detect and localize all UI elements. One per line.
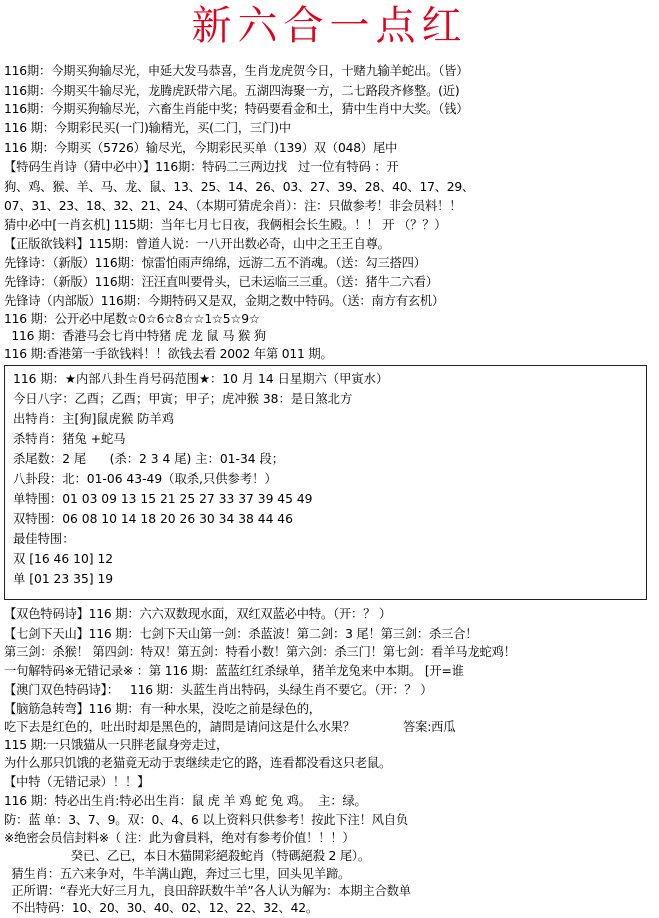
- text-line: 【中特（无错记录）！！】: [4, 775, 150, 789]
- text-line: 先锋诗：（新版）116期：惊雷怕雨声绵绵，远游二五不消魂。（送：勾三搭四）: [4, 256, 426, 270]
- text-line: 116 期：今期彩民买(一门)输精光，买(二门，三门)中: [4, 121, 291, 135]
- boxed-section: [4, 365, 647, 600]
- text-line: 先锋诗：（新版）116期：汪汪直叫要骨头，已未运临三三重。（送：猪牛二六看）: [4, 275, 438, 289]
- text-line: 猜生肖：五六来争对，牛羊满山跑，奔过三七里，回头见羊蹄。: [4, 867, 351, 881]
- box-line: 双特围：06 08 10 14 18 20 26 30 34 38 44 46: [13, 512, 293, 526]
- text-line: 先锋诗（内部版）116期：今期特码又是双，金期之数中特码。（送：南方有玄机）: [4, 294, 445, 308]
- text-line: 116 期：香港马会七肖中特猪 虎 龙 鼠 马 猴 狗: [4, 329, 266, 343]
- box-line: 116 期：★内部八卦生肖号码范围★：10 月 14 日星期六（甲寅水）: [13, 372, 389, 386]
- box-line: 今日八字：乙酉；乙酉；甲寅；甲子；虎冲猴 38：是日煞北方: [13, 392, 353, 406]
- text-line: 116 期：今期买（5726）输尽光，今期彩民买单（139）双（048）尾中: [4, 141, 398, 155]
- page-title: 新六合一点红: [191, 3, 468, 49]
- box-line: 单特围：01 03 09 13 15 21 25 27 33 37 39 45 49: [13, 492, 313, 506]
- text-line: 【特码生肖诗（猜中必中）】116期：特码二三两边找 过一位有特码 ：开: [4, 160, 399, 174]
- text-line: 吃下去是红色的，吐出时却是黑色的，請問是请问这是什么水果？ 答案:西瓜: [4, 720, 456, 734]
- box-line: 双 [16 46 10] 12: [13, 552, 114, 566]
- text-line: ※绝密会员信封料※（ 注：此为會員料，绝对有参考价值！！！）: [4, 831, 355, 845]
- text-line: 116 期：特必出生肖:特必出生肖：鼠 虎 羊 鸡 蛇 兔 鸡。 主：绿。: [4, 794, 367, 808]
- text-line: 正所谓：“春光大好三月九，良田辞跃数牛羊”各人认为解为：本期主合数单: [4, 884, 411, 898]
- text-line: 116期：今期买牛输尽光，龙腾虎跃带六尾。五湖四海聚一方，二七路段齐修整。(近): [4, 84, 460, 98]
- text-line: 116期：今期买狗输尽光，申延大发马恭喜，生肖龙虎贺今日，十赌九输羊蛇出。（皆）: [4, 64, 469, 78]
- text-line: 猜中必中[一肖玄机] 115期：当年七月七日夜，我俩相会长生殿。！！ 开 （？？）: [4, 218, 447, 232]
- box-line: 单 [01 23 35] 19: [13, 572, 114, 586]
- text-line: 【正版欲钱料】115期：曾道人说：一八开出数必奇，山中之王王自尊。: [4, 237, 390, 251]
- text-line: 为什么那只饥饿的老猫竟无动于衷继续走它的路，连看都没看这只老鼠。: [4, 756, 392, 770]
- text-line: 【脑筋急转弯】116 期：有一种水果，没吃之前是绿色的，: [4, 702, 321, 716]
- text-line: 07、31、23、18、32、21、24、（本期可猜虎余肖）：注：只做参考！非会员料！！: [4, 199, 462, 213]
- text-line: 116 期：公开必中尾数☆0☆6☆8☆☆1☆5☆9☆: [4, 312, 260, 326]
- box-line: 杀特肖：猪兔 +蛇马: [13, 432, 126, 446]
- text-line: 【澳门双色特码诗】： 116 期：头蓝生肖出特码，头绿生肖不要它。（开：？ ）: [4, 683, 433, 697]
- box-line: 出特肖：主[狗]鼠虎猴 防羊鸡: [13, 412, 175, 426]
- text-line: 不出特码：10、20、30、40、02、12、22、32、42。: [4, 901, 319, 915]
- text-line: 一句解特码※无错记录※ ：第 116 期：蓝蓝红红杀绿单，猪羊龙兔来中本期。 [开=谁: [4, 664, 464, 678]
- text-line: 防：蓝 单：3、7、9。双：0、4、6 以上资料只供参考！按此下注！风自负: [4, 813, 408, 827]
- text-line: 第三剑：杀猴！ 第四剑：特双！第五剑：特看小数！第六剑：杀三门！第七剑：看羊马龙蛇鸡！: [4, 645, 516, 659]
- box-line: 八卦段：北：01-06 43-49（取杀,只供参考！）: [13, 472, 277, 486]
- text-line: 116 期:香港第一手欲钱料！！欲钱去看 2002 年第 011 期。: [4, 347, 333, 361]
- text-line: 狗、鸡、猴、羊、马、龙、鼠、13、25、14、26、03、27、39、28、40、17、29、: [4, 180, 475, 194]
- box-line: 最佳特围：: [13, 532, 75, 546]
- box-line: 杀尾数：2 尾 (杀：2 3 4 尾) 主：01-34 段；: [13, 452, 285, 466]
- text-line: 【双色特码诗】116 期：六六双数现水面，双红双蓝必中特。（开：？ ）: [4, 607, 392, 621]
- text-line: 【七剑下天山】116 期：七剑下天山第一剑：杀蓝波！第二剑：3 尾！第三剑：杀三合！: [4, 627, 478, 641]
- text-line: 癸已、乙已，本日木猫開彩絕殺蛇肖（特碼絕殺 2 尾）。: [4, 849, 370, 863]
- text-line: 116期：今期买狗输尽光，六畜生肖能中奖；特码要看金和土，猜中生肖中大奖。（钱）: [4, 102, 469, 116]
- text-line: 115 期:一只饿猫从一只胖老鼠身旁走过，: [4, 738, 229, 752]
